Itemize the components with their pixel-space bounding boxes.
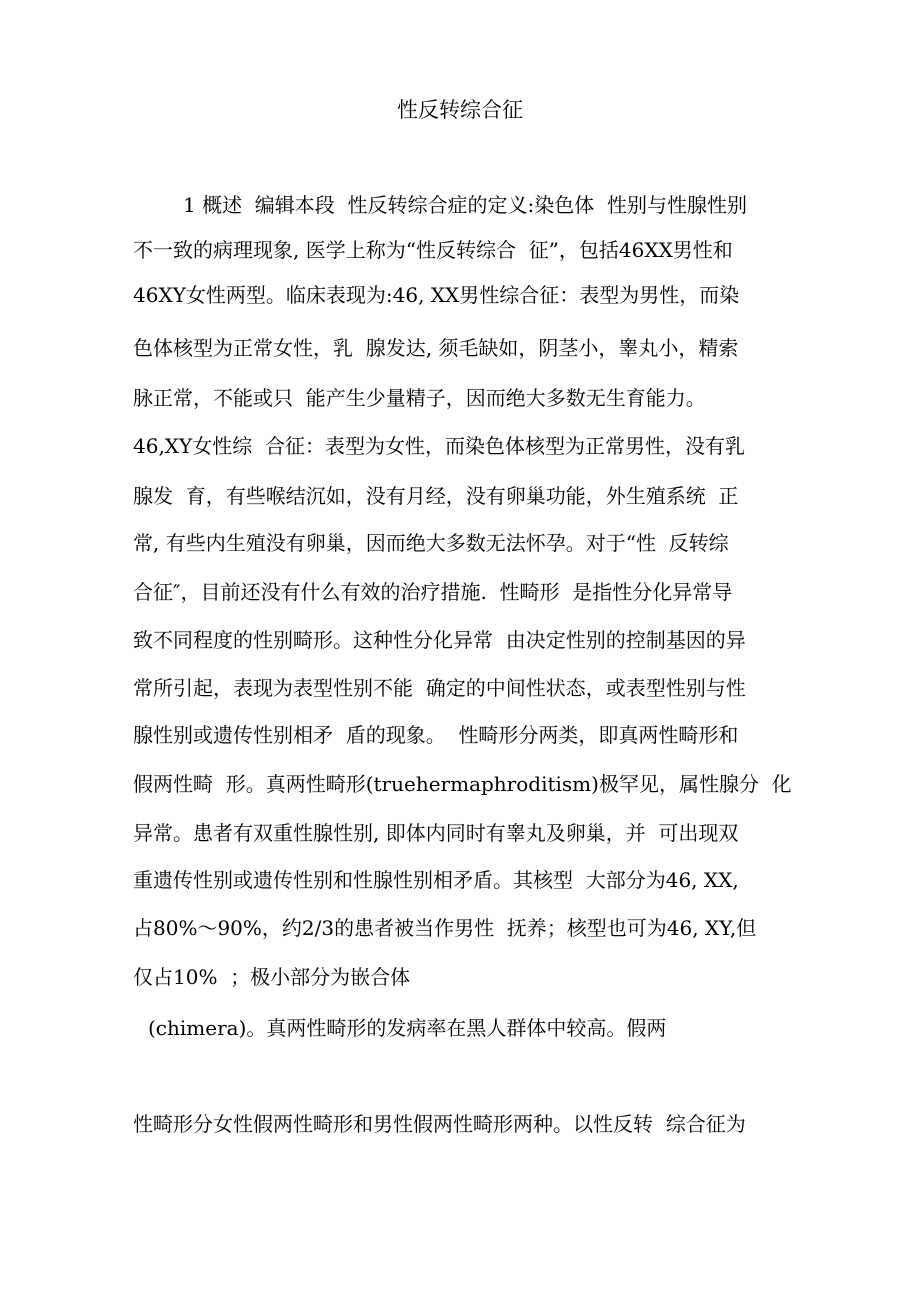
text-line-15: 重遗传性别或遗传性别和性腺性别相矛盾。其核型 大部分为46, XX, [133,868,739,892]
text-line-3: 46XY女性两型。临床表现为:46, XX男性综合征：表型为男性，而染 [133,283,740,307]
text-line-19: 性畸形分女性假两性畸形和男性假两性畸形两种。以性反转 综合征为 [133,1112,746,1136]
text-line-4: 色体核型为正常女性，乳 腺发达, 须毛缺如，阴茎小，睾丸小，精索 [133,336,739,360]
text-line-7: 腺发 育，有些喉结沉如，没有月经，没有卵巢功能，外生殖系统 正 [133,484,739,508]
text-line-12: 腺性别或遗传性别相矛 盾的现象。 性畸形分两类，即真两性畸形和 [133,723,739,747]
text-line-8: 常, 有些内生殖没有卵巢，因而绝大多数无法怀孕。对于“性 反转综 [133,531,729,555]
text-line-5: 脉正常，不能或只 能产生少量精子，因而绝大多数无生育能力。 [133,386,706,410]
text-line-6: 46,XY女性综 合征：表型为女性，而染色体核型为正常男性，没有乳 [133,434,745,458]
text-line-10: 致不同程度的性别畸形。这种性分化异常 由决定性别的控制基因的异 [133,628,746,652]
text-line-16: 占80%～90%，约2/3的患者被当作男性 抚养；核型也可为46, XY,但 [133,916,757,940]
text-line-11: 常所引起，表现为表型性别不能 确定的中间性状态，或表型性别与性 [133,676,746,700]
text-line-1: 1 概述 编辑本段 性反转综合症的定义:染色体 性别与性腺性别 [183,193,747,217]
text-line-18: (chimera)。真两性畸形的发病率在黑人群体中较高。假两 [148,1016,667,1040]
text-line-17: 仅占10% ；极小部分为嵌合体 [133,965,411,989]
text-line-14: 异常。患者有双重性腺性别, 即体内同时有睾丸及卵巢，并 可出现双 [133,821,739,845]
text-line-13: 假两性畸 形。真两性畸形(truehermaphroditism)极罕见，属性腺分 化 [133,772,792,796]
document-title: 性反转综合征 [397,98,523,122]
text-line-2: 不一致的病理现象, 医学上称为“性反转综合 征”，包括46XX男性和 [133,238,733,262]
text-line-9: 合征″，目前还没有什么有效的治疗措施. 性畸形 是指性分化异常导 [133,580,733,604]
